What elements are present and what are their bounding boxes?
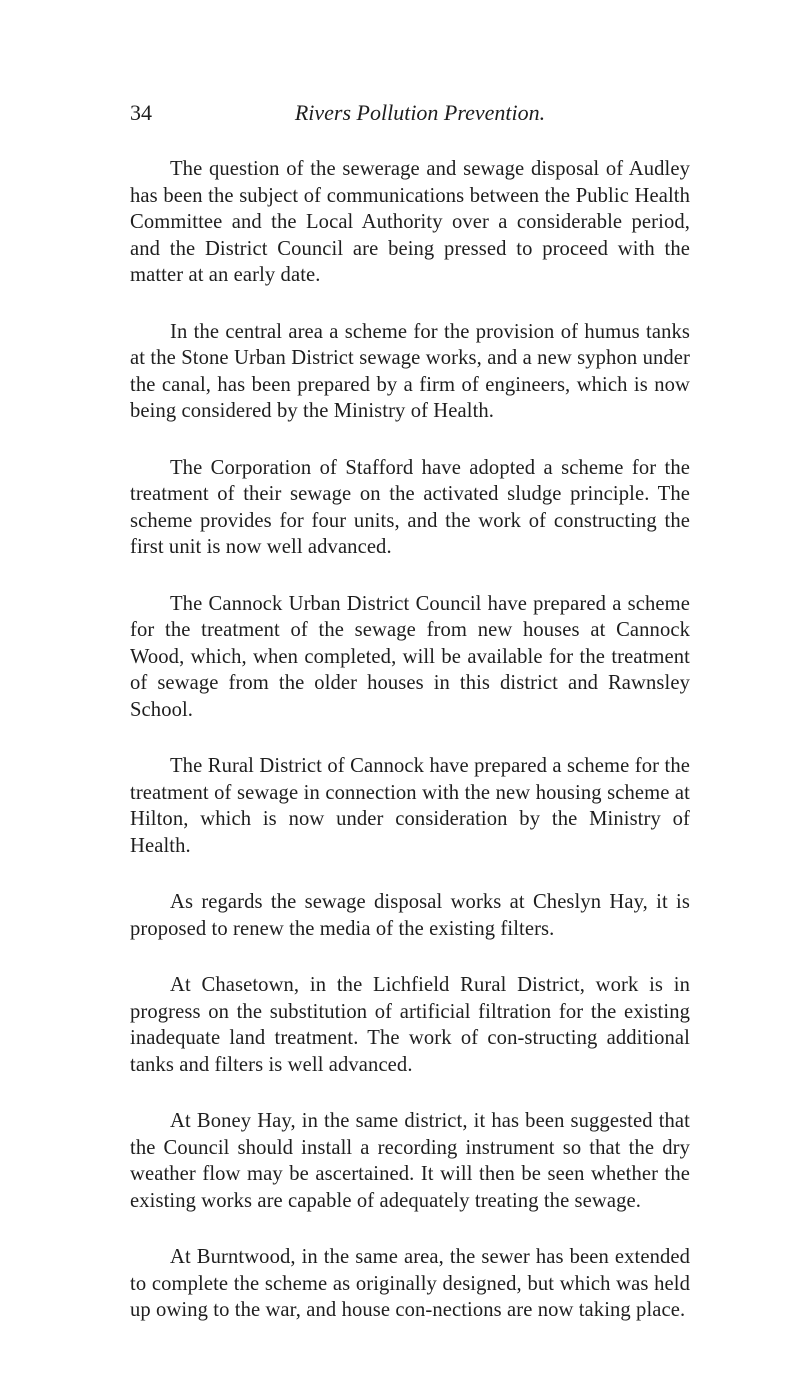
paragraph-cannock-urban: The Cannock Urban District Council have prepared a scheme for the treatment of the sewage from new houses at Cannock Wood, which, when completed, will be available for the treatment of sewage from the older houses in this district and Rawnsley School. (130, 592, 690, 721)
paragraph-stone: In the central area a scheme for the provision of humus tanks at the Stone Urban District sewage works, and a new syphon under the canal, has been prepared by a firm of engineers, which is now being considered by the Ministry of Health. (130, 320, 690, 422)
body-text (130, 156, 690, 1324)
paragraph-cannock-rural: The Rural District of Cannock have prepared a scheme for the treatment of sewage in connection with the new housing scheme at Hilton, which is now under consideration by the Ministry of Health. (130, 755, 690, 857)
running-title: Rivers Pollution Prevention. (294, 100, 546, 125)
paragraph-stafford: The Corporation of Stafford have adopted a scheme for the treatment of their sewage on the activated sludge principle. The scheme provides for four units, and the work of constructing the first unit is now well advanced. (130, 456, 690, 558)
paragraph-chasetown: At Chasetown, in the Lichfield Rural District, work is in progress on the substitution of artificial filtration for the existing inadequate land treatment. The work of con-structing additional tanks and filters is well advanced. (130, 974, 690, 1076)
page-number: 34 (130, 100, 152, 125)
paragraph-burntwood: At Burntwood, in the same area, the sewer has been extended to complete the scheme as originally designed, but which was held up owing to the war, and house con-nections are now taking place. (130, 1246, 690, 1321)
page-header (130, 96, 690, 130)
paragraph-boney-hay: At Boney Hay, in the same district, it has been suggested that the Council should install a recording instrument so that the dry weather flow may be ascertained. It will then be seen whether the existing works are capable of adequately treating the sewage. (130, 1110, 690, 1212)
paragraph-audley: The question of the sewerage and sewage disposal of Audley has been the subject of communications between the Public Health Committee and the Local Authority over a considerable period, and the District Council are being pressed to proceed with the matter at an early date. (130, 158, 690, 286)
paragraph-cheslyn-hay: As regards the sewage disposal works at Cheslyn Hay, it is proposed to renew the media of the existing filters. (130, 891, 690, 940)
